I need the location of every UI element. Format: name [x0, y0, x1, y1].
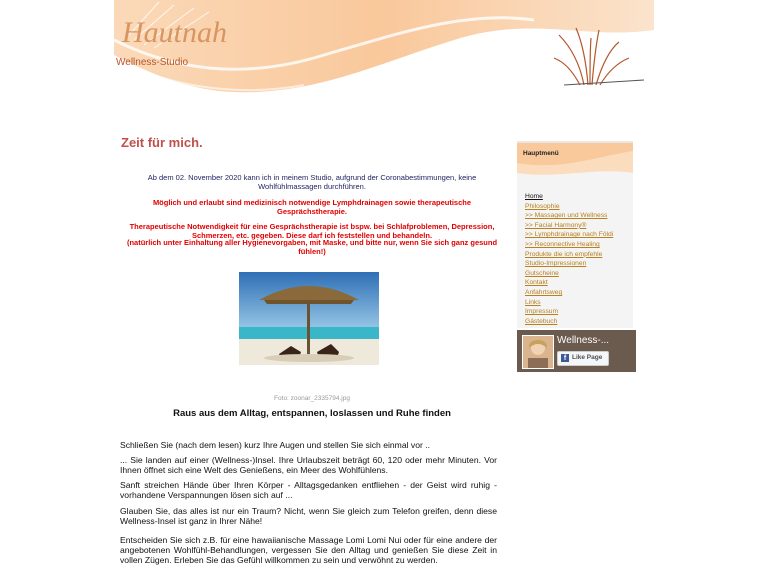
menu-link[interactable]: >> Facial Harmony® [525, 221, 587, 229]
paragraph: Schließen Sie (nach dem lesen) kurz Ihre Augen und stellen Sie sich einmal vor .. [120, 440, 431, 450]
menu-item-studio-impressionen[interactable] [525, 259, 613, 269]
svg-text:Wellness-Studio: Wellness-Studio [116, 57, 189, 68]
section-subtitle: Raus aus dem Alltag, entspannen, loslassen und Ruhe finden [173, 408, 451, 419]
like-page-button[interactable] [557, 351, 609, 366]
menu-link[interactable]: >> Reconnective Healing [525, 240, 600, 248]
menu-link[interactable]: Produkte die ich empfehle [525, 250, 603, 258]
paragraph: Entscheiden Sie sich z.B. für eine hawaiianische Massage Lomi Lomi Nui oder für eine andere der angebotenen Wohlfühl-Behandlungen, vergessen Sie den Alltag und genießen Sie diese Zeit in vollen Zügen. Erleben Sie das Gefühl willkommen zu sein und verwöhnt zu werden. [120, 535, 497, 565]
allowed-notice: Möglich und erlaubt sind medizinisch notwendige Lymphdrainagen sowie therapeutische Gesprächstherapie. [152, 198, 472, 216]
menu-item-impressum[interactable] [525, 307, 613, 317]
menu-link[interactable]: Anfahrtsweg [525, 288, 563, 296]
menu-link[interactable]: Studio-Impressionen [525, 260, 587, 268]
hautnah-logo [114, 0, 264, 70]
menu-item-gutscheine[interactable] [525, 269, 613, 279]
menu-item-anfahrtsweg[interactable] [525, 288, 613, 298]
menu-title: Hauptmenü [523, 150, 559, 157]
paragraph: Glauben Sie, das alles ist nur ein Traum? Nicht, wenn Sie gleich zum Telefon greifen, denn diese Wellness-Insel ist ganz in Ihrer Nähe! [120, 506, 497, 526]
menu-item-links[interactable] [525, 298, 613, 308]
menu-link[interactable]: Gutscheine [525, 269, 559, 277]
header-banner [114, 0, 654, 135]
menu-item-home[interactable] [525, 192, 613, 202]
menu-list [525, 192, 613, 326]
paragraph: Sanft streichen Hände über Ihren Körper - Alltagsgedanken entfliehen - der Geist wird ruhig - vorhandene Verspannungen lösen sich auf ... [120, 480, 497, 500]
main-menu [517, 141, 633, 328]
menu-link[interactable]: Home [525, 193, 543, 200]
menu-header [517, 143, 633, 177]
menu-item-reconnective-healing[interactable] [525, 240, 613, 250]
avatar[interactable] [522, 335, 554, 369]
menu-item-massagen[interactable] [525, 211, 613, 221]
menu-link[interactable]: Links [525, 298, 541, 306]
beach-photo [239, 272, 379, 365]
facebook-icon: f [561, 354, 569, 362]
page [114, 0, 654, 576]
menu-link[interactable]: Kontakt [525, 279, 548, 287]
menu-item-gaestebuch[interactable] [525, 317, 613, 327]
menu-item-produkte[interactable] [525, 250, 613, 260]
grass-icon [554, 28, 629, 85]
paragraph: ... Sie landen auf einer (Wellness-)Insel. Ihre Urlaubszeit beträgt 60, 120 oder mehr Minuten. Vor Ihnen öffnet sich eine Welt des Genießens, ein Meer des Wohlfühlens. [120, 455, 497, 475]
page-title: Zeit für mich. [121, 135, 203, 150]
menu-link[interactable]: Gästebuch [525, 317, 558, 325]
corona-notice: Ab dem 02. November 2020 kann ich in meinem Studio, aufgrund der Coronabestimmungen, keine Wohlfühlmassagen durchführen. [147, 173, 477, 191]
menu-item-lymphdrainage[interactable] [525, 230, 613, 240]
menu-link[interactable]: Impressum [525, 308, 559, 316]
menu-item-philosophie[interactable] [525, 202, 613, 212]
menu-item-facial-harmony[interactable] [525, 221, 613, 231]
menu-link[interactable]: Philosophie [525, 202, 560, 210]
svg-text:Hautnah: Hautnah [122, 16, 227, 49]
facebook-page-name[interactable]: Wellness-... [557, 335, 610, 346]
photo-caption: Foto: zoonar_2335794.jpg [274, 395, 350, 402]
menu-link[interactable]: >> Lymphdrainage nach Földi [525, 231, 614, 239]
hygiene-notice: (natürlich unter Einhaltung aller Hygienevorgaben, mit Maske, und bitte nur, wenn Sie sich ganz gesund fühlen!) [126, 238, 498, 256]
like-page-label: Like Page [572, 354, 603, 361]
therapy-notice: Therapeutische Notwendigkeit für eine Gesprächstherapie ist bspw. bei Schlafproblemen, Depression, Schmerzen, etc. gegeben. Diese darf ich feststellen und behandeln. [129, 222, 495, 240]
menu-link[interactable]: >> Massagen und Wellness [525, 212, 608, 220]
facebook-page-widget[interactable] [517, 330, 636, 372]
menu-item-kontakt[interactable] [525, 278, 613, 288]
